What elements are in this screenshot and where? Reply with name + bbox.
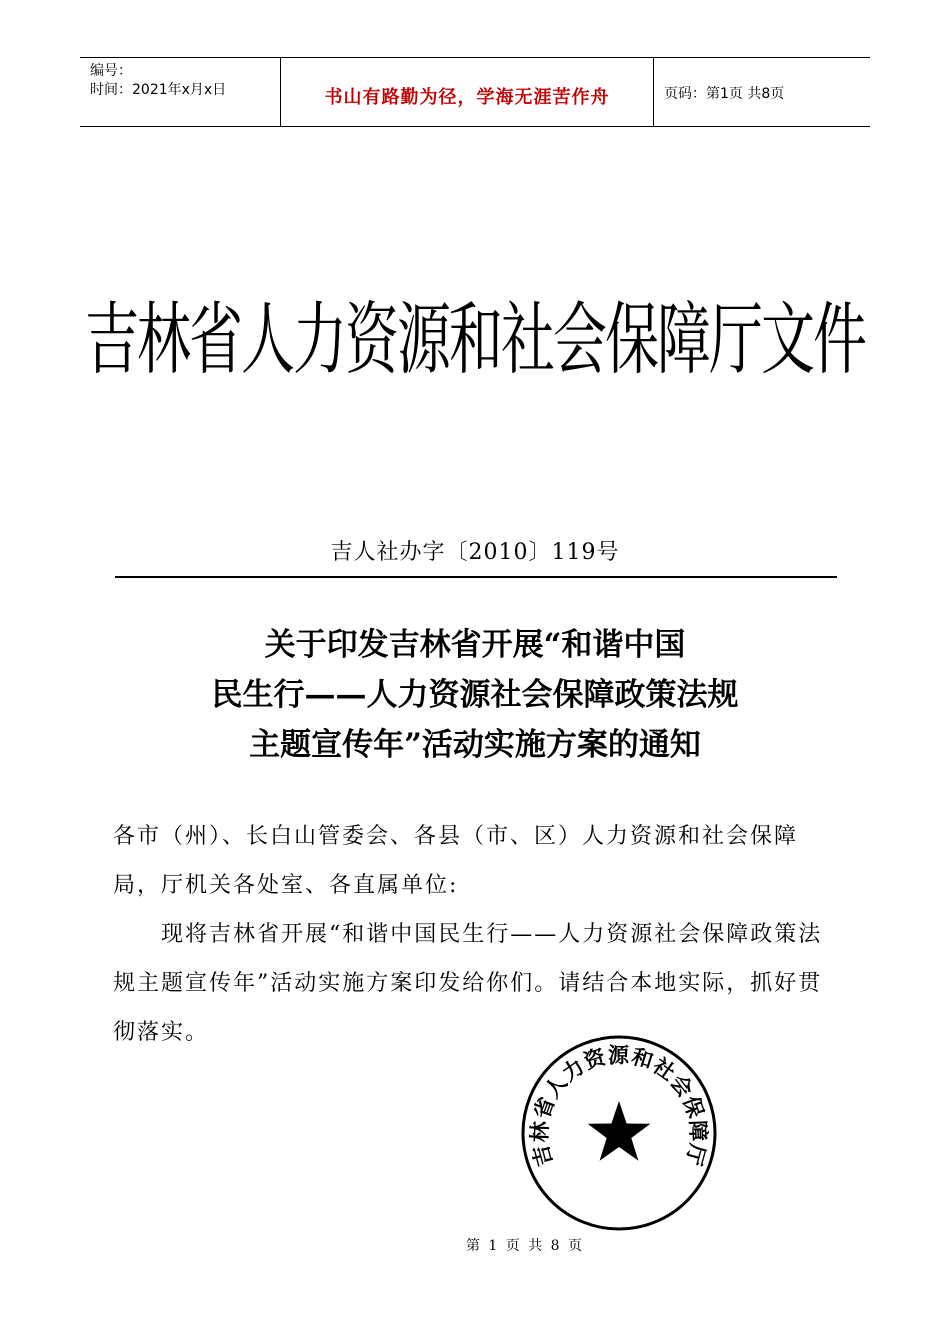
page-footer: 第 1 页 共 8 页 [465,1238,585,1254]
body-text [113,812,843,1057]
issuer-title: 吉林省人力资源和社会保障厅文件 [85,294,865,386]
notice-title [0,620,950,770]
notice-title-line: 主题宣传年”活动实施方案的通知 [249,727,701,763]
notice-title-line: 民生行——人力资源社会保障政策法规 [211,677,739,713]
header-middle-cell [281,58,654,126]
page-label: 页码：第1页 共8页 [664,86,785,102]
red-head-divider [115,576,837,578]
notice-title-line: 关于印发吉林省开展“和谐中国 [264,627,686,663]
time-label: 时间：2021年x月x日 [90,82,227,98]
official-seal [519,1033,719,1233]
number-label: 编号： [90,63,132,79]
body-paragraph: 现将吉林省开展“和谐中国民生行——人力资源社会保障政策法规主题宣传年”活动实施方案印发给你们。请结合本地实际，抓好贯彻落实。 [113,922,823,1045]
motto: 书山有路勤为径，学海无涯苦作舟 [324,87,610,108]
header-right-cell [654,58,870,126]
document-number: 吉人社办字〔2010〕119号 [330,540,620,565]
header-table [80,57,870,127]
seal-text: 吉林省人力资源和社会保障厅 [527,1043,711,1169]
recipients: 各市（州）、长白山管委会、各县（市、区）人力资源和社会保障局，厅机关各处室、各直属单位: [113,824,799,898]
header-left-cell [80,58,281,126]
seal-star-icon [588,1101,651,1161]
